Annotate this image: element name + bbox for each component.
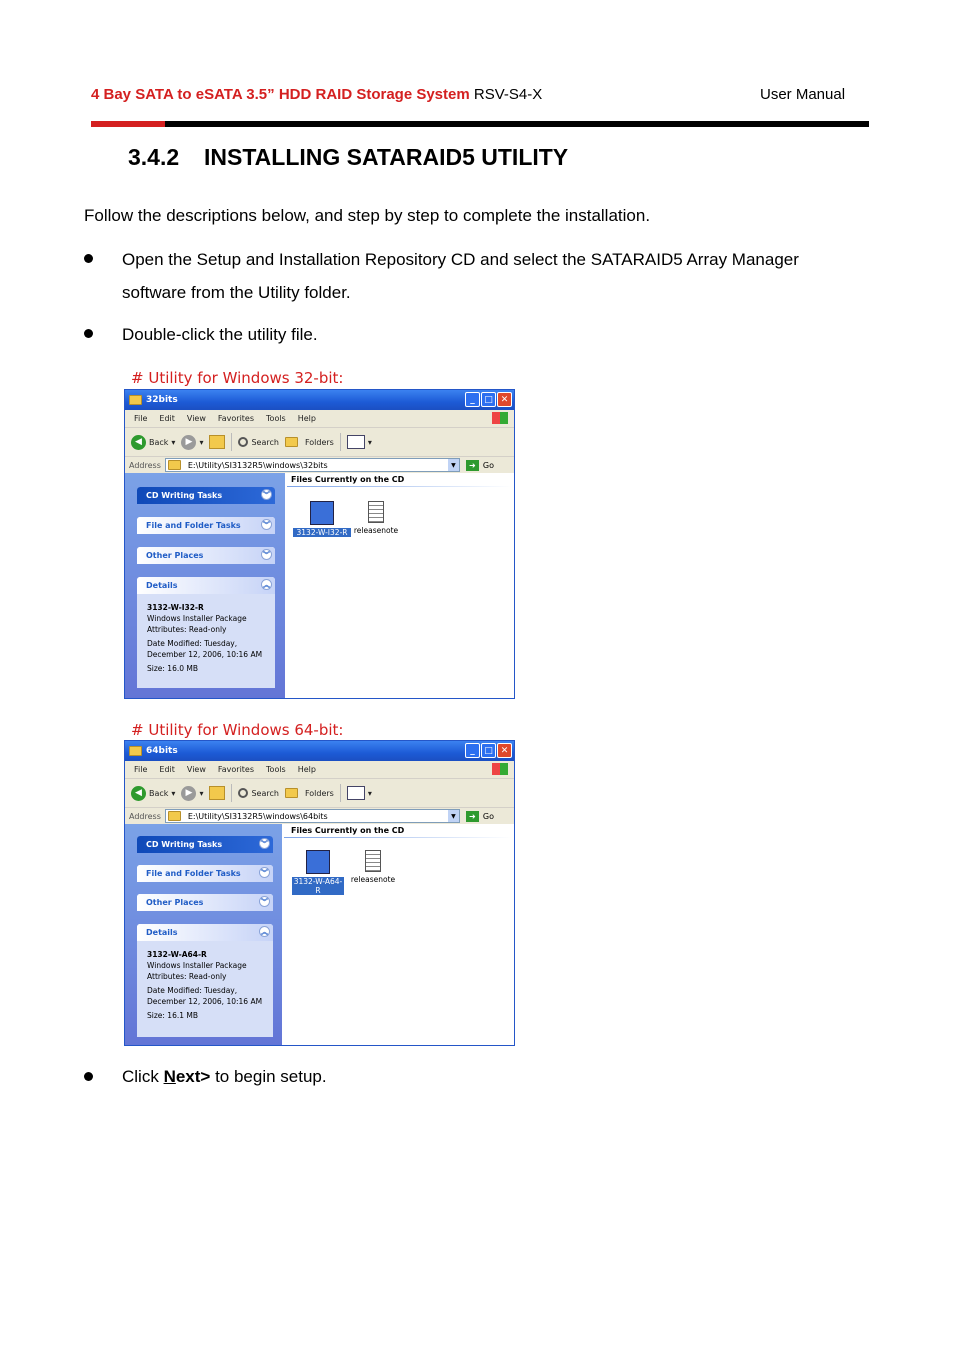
product-name: 4 Bay SATA to eSATA 3.5” HDD RAID Storage System (91, 86, 470, 103)
menu-favorites[interactable]: Favorites (217, 414, 255, 423)
model-number: RSV-S4-X (473, 86, 543, 103)
toolbar-separator (231, 784, 232, 802)
section-title: INSTALLING SATARAID5 UTILITY (204, 144, 569, 170)
file-name: releasenote (350, 875, 396, 884)
forward-button[interactable]: ▶ ▾ (181, 435, 203, 450)
panel-other-places[interactable] (137, 547, 275, 564)
final-prefix: Click (122, 1067, 164, 1086)
task-pane (125, 473, 285, 698)
chevron-down-icon[interactable]: ︾ (261, 839, 268, 848)
bullet-dot-icon (84, 329, 93, 338)
folders-button[interactable] (285, 437, 334, 447)
details-attributes: Attributes: Read-only (147, 625, 227, 634)
header-divider (284, 837, 512, 838)
chevron-down-icon[interactable]: ▼ (448, 459, 459, 471)
section-number: 3.4.2 (128, 144, 180, 170)
back-arrow-icon: ◀ (131, 786, 146, 801)
installer-package-icon (306, 850, 330, 874)
header-rule-red (91, 121, 165, 127)
details-type: Windows Installer Package (147, 614, 247, 623)
panel-details[interactable] (137, 924, 273, 1037)
back-label: Back (149, 437, 169, 447)
accelerator-key: N (163, 1067, 176, 1086)
text-file-icon (365, 850, 381, 872)
file-name: releasenote (353, 526, 399, 535)
menu-file[interactable]: File (134, 414, 148, 423)
file-item[interactable] (348, 850, 398, 884)
address-input[interactable] (165, 809, 460, 823)
back-button[interactable]: ◀ Back ▾ (131, 786, 175, 801)
file-item[interactable] (292, 850, 344, 895)
bullet-text: Double-click the utility file. (122, 325, 318, 344)
go-arrow-icon[interactable]: ➜ (466, 811, 479, 822)
search-label: Search (251, 788, 279, 798)
folders-button[interactable] (285, 788, 334, 798)
title-bar[interactable] (125, 741, 514, 761)
chevron-down-icon[interactable]: ▼ (448, 810, 459, 822)
menu-favorites[interactable]: Favorites (217, 765, 255, 774)
running-header (91, 86, 542, 103)
views-icon (347, 435, 365, 449)
panel-file-folder[interactable] (137, 517, 275, 534)
caption-32bit: # Utility for Windows 32-bit: (131, 369, 344, 387)
maximize-button[interactable]: □ (481, 392, 496, 407)
address-bar (125, 808, 514, 825)
views-button[interactable]: ▾ (347, 786, 372, 800)
panel-title: File and Folder Tasks (146, 521, 241, 530)
menu-tools[interactable]: Tools (266, 765, 286, 774)
bullet-text: Open the Setup and Installation Repository CD and select the SATARAID5 Array Manager software from the Utility folder. (122, 250, 799, 302)
window-title: 64bits (146, 746, 178, 756)
file-name: 3132-W-I32-R (293, 528, 351, 537)
views-button[interactable]: ▾ (347, 435, 372, 449)
search-icon (238, 788, 248, 798)
folder-icon (129, 395, 142, 405)
minimize-button[interactable]: _ (465, 743, 480, 758)
panel-title: Details (146, 581, 178, 590)
forward-button[interactable]: ▶ ▾ (181, 786, 203, 801)
details-size: Size: 16.1 MB (147, 1011, 199, 1020)
bullet-dot-icon (84, 254, 93, 263)
file-list-pane (282, 824, 514, 1045)
views-icon (347, 786, 365, 800)
details-date: Date Modified: Tuesday, (147, 986, 238, 995)
folder-icon (168, 811, 181, 821)
details-size: Size: 16.0 MB (147, 664, 199, 673)
menu-edit[interactable]: Edit (159, 414, 175, 423)
files-header: Files Currently on the CD (291, 826, 405, 835)
file-item[interactable] (293, 501, 351, 537)
search-button[interactable] (238, 788, 278, 798)
search-icon (238, 437, 248, 447)
search-label: Search (251, 437, 279, 447)
details-type: Windows Installer Package (147, 961, 247, 970)
explorer-window-32bit (124, 389, 515, 699)
address-label: Address (129, 811, 161, 821)
explorer-body (125, 824, 514, 1045)
toolbar-separator (231, 433, 232, 451)
folders-label: Folders (304, 437, 334, 447)
header-divider (287, 486, 512, 487)
header-rule-black (165, 121, 869, 127)
details-date: Date Modified: Tuesday, (147, 639, 238, 648)
explorer-window-64bit (124, 740, 515, 1046)
menu-file[interactable]: File (134, 765, 148, 774)
file-list-pane (285, 473, 514, 698)
file-name: 3132-W-A64-R (293, 877, 343, 895)
task-pane (125, 824, 282, 1045)
explorer-body (125, 473, 514, 698)
panel-cd-writing[interactable] (137, 836, 273, 853)
folder-icon (168, 460, 181, 470)
next-label: ext> (175, 1067, 211, 1086)
panel-title: File and Folder Tasks (146, 869, 241, 878)
chevron-down-icon[interactable]: ︾ (263, 550, 270, 559)
address-bar (125, 457, 514, 474)
text-file-icon (368, 501, 384, 523)
section-heading (128, 144, 568, 171)
go-button[interactable]: Go (482, 811, 494, 821)
panel-other-places[interactable] (137, 894, 273, 911)
close-button[interactable]: ✕ (497, 743, 512, 758)
details-filename: 3132-W-I32-R (147, 603, 204, 612)
details-body (137, 594, 275, 688)
close-button[interactable]: ✕ (497, 392, 512, 407)
panel-title: Other Places (146, 898, 204, 907)
files-header: Files Currently on the CD (291, 475, 405, 484)
windows-logo-icon (492, 412, 508, 424)
panel-title: CD Writing Tasks (146, 491, 223, 500)
panel-details[interactable] (137, 577, 275, 688)
chevron-down-icon[interactable]: ︾ (261, 868, 268, 877)
address-value: E:\Utility\SI3132R5\windows\64bits (187, 811, 328, 821)
address-value: E:\Utility\SI3132R5\windows\32bits (187, 460, 328, 470)
panel-title: Other Places (146, 551, 204, 560)
toolbar (125, 779, 514, 808)
maximize-button[interactable]: □ (481, 743, 496, 758)
panel-cd-writing[interactable] (137, 487, 275, 504)
windows-logo-icon (492, 763, 508, 775)
menu-view[interactable]: View (186, 414, 206, 423)
back-button[interactable]: ◀ Back ▾ (131, 435, 175, 450)
menu-help[interactable]: Help (297, 765, 316, 774)
go-arrow-icon[interactable]: ➜ (466, 460, 479, 471)
menu-edit[interactable]: Edit (159, 765, 175, 774)
chevron-down-icon[interactable]: ︾ (261, 897, 268, 906)
forward-arrow-icon: ▶ (181, 786, 196, 801)
final-suffix: to begin setup. (210, 1067, 327, 1086)
details-attributes: Attributes: Read-only (147, 972, 227, 981)
window-title: 32bits (146, 395, 178, 405)
up-folder-icon[interactable] (209, 786, 225, 800)
back-arrow-icon: ◀ (131, 435, 146, 450)
minimize-button[interactable]: _ (465, 392, 480, 407)
forward-arrow-icon: ▶ (181, 435, 196, 450)
chevron-down-icon[interactable]: ︾ (263, 520, 270, 529)
chevron-up-icon[interactable]: ︽ (261, 927, 268, 936)
address-input[interactable] (165, 458, 460, 472)
bullet-dot-icon (84, 1072, 93, 1081)
file-item[interactable] (351, 501, 401, 535)
address-label: Address (129, 460, 161, 470)
intro-paragraph: Follow the descriptions below, and step by step to complete the installation. (84, 206, 651, 225)
folder-icon (285, 437, 298, 447)
folder-icon (285, 788, 298, 798)
doc-type: User Manual (760, 86, 846, 103)
panel-title: Details (146, 928, 178, 937)
folders-label: Folders (304, 788, 334, 798)
details-body (137, 941, 273, 1037)
final-bullet-text (122, 1060, 842, 1093)
menu-tools[interactable]: Tools (266, 414, 286, 423)
toolbar (125, 428, 514, 457)
menu-help[interactable]: Help (297, 414, 316, 423)
panel-title: CD Writing Tasks (146, 840, 223, 849)
back-label: Back (149, 788, 169, 798)
chevron-down-icon[interactable]: ︾ (263, 490, 270, 499)
installer-package-icon (310, 501, 334, 525)
details-filename: 3132-W-A64-R (147, 950, 207, 959)
details-date-2: December 12, 2006, 10:16 AM (147, 997, 263, 1006)
caption-64bit: # Utility for Windows 64-bit: (131, 721, 344, 739)
search-button[interactable] (238, 437, 278, 447)
menu-bar (125, 410, 514, 428)
menu-view[interactable]: View (186, 765, 206, 774)
toolbar-separator (340, 433, 341, 451)
menu-bar (125, 761, 514, 779)
panel-file-folder[interactable] (137, 865, 273, 882)
up-folder-icon[interactable] (209, 435, 225, 449)
go-button[interactable]: Go (482, 460, 494, 470)
details-date-2: December 12, 2006, 10:16 AM (147, 650, 263, 659)
title-bar[interactable] (125, 390, 514, 410)
folder-icon (129, 746, 142, 756)
chevron-up-icon[interactable]: ︽ (263, 580, 270, 589)
toolbar-separator (340, 784, 341, 802)
